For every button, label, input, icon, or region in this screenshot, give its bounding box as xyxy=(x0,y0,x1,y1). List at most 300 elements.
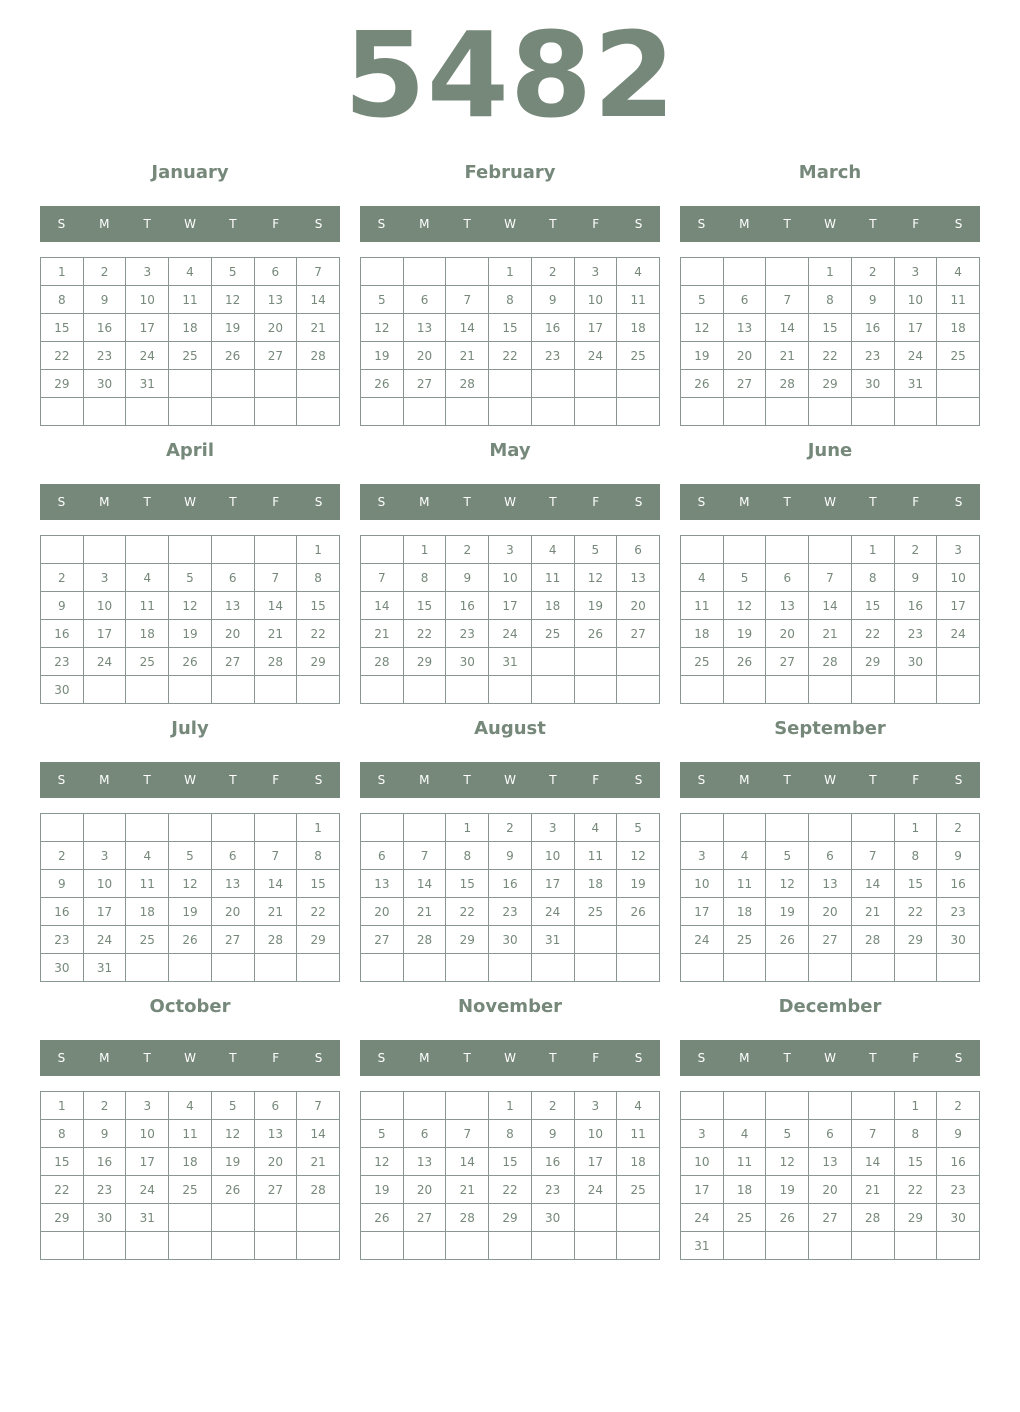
day-cell xyxy=(766,258,809,286)
day-cell: 22 xyxy=(489,1176,532,1204)
day-cell: 30 xyxy=(531,1204,574,1232)
day-cell: 5 xyxy=(169,842,212,870)
day-cell: 1 xyxy=(41,258,84,286)
day-cell xyxy=(83,1232,126,1260)
day-cell: 24 xyxy=(937,620,980,648)
day-cell: 11 xyxy=(617,286,660,314)
day-cell xyxy=(617,926,660,954)
week-row xyxy=(41,898,340,926)
weekday-label: T xyxy=(549,495,557,509)
week-row xyxy=(41,870,340,898)
day-cell xyxy=(766,1232,809,1260)
day-cell: 9 xyxy=(41,870,84,898)
week-row xyxy=(681,1148,980,1176)
week-row xyxy=(681,648,980,676)
day-cell: 11 xyxy=(617,1120,660,1148)
week-row xyxy=(361,314,660,342)
day-cell xyxy=(297,954,340,982)
week-row xyxy=(361,258,660,286)
weekday-label: S xyxy=(314,773,323,787)
day-cell: 28 xyxy=(254,926,297,954)
day-cell: 17 xyxy=(83,620,126,648)
day-cell xyxy=(851,814,894,842)
day-grid xyxy=(40,535,340,704)
day-cell: 1 xyxy=(297,536,340,564)
day-cell: 31 xyxy=(894,370,937,398)
day-cell xyxy=(361,954,404,982)
day-cell xyxy=(766,398,809,426)
day-cell: 19 xyxy=(574,592,617,620)
day-cell: 1 xyxy=(894,814,937,842)
day-cell: 25 xyxy=(126,926,169,954)
day-cell: 28 xyxy=(446,370,489,398)
day-cell xyxy=(574,648,617,676)
day-cell: 5 xyxy=(211,1092,254,1120)
day-cell: 21 xyxy=(254,898,297,926)
day-cell: 15 xyxy=(894,1148,937,1176)
day-cell xyxy=(531,676,574,704)
day-cell: 16 xyxy=(531,314,574,342)
day-cell: 16 xyxy=(894,592,937,620)
day-cell: 30 xyxy=(41,676,84,704)
day-cell xyxy=(809,954,852,982)
day-cell: 29 xyxy=(41,1204,84,1232)
day-cell: 18 xyxy=(574,870,617,898)
day-cell: 10 xyxy=(126,286,169,314)
day-grid xyxy=(680,1091,980,1260)
week-row xyxy=(681,370,980,398)
weekday-label: M xyxy=(419,773,430,787)
week-row xyxy=(361,1148,660,1176)
day-cell xyxy=(211,954,254,982)
day-cell: 15 xyxy=(446,870,489,898)
day-cell: 8 xyxy=(297,842,340,870)
day-cell: 28 xyxy=(297,342,340,370)
day-cell: 8 xyxy=(851,564,894,592)
week-row xyxy=(41,1204,340,1232)
weekday-label: F xyxy=(592,217,600,231)
day-cell: 28 xyxy=(403,926,446,954)
day-cell xyxy=(126,954,169,982)
day-cell: 27 xyxy=(617,620,660,648)
day-cell: 24 xyxy=(126,1176,169,1204)
day-cell xyxy=(489,370,532,398)
weekday-label: T xyxy=(869,773,877,787)
day-cell xyxy=(169,954,212,982)
day-cell: 23 xyxy=(83,1176,126,1204)
week-row xyxy=(681,314,980,342)
day-cell xyxy=(169,370,212,398)
day-cell: 6 xyxy=(254,1092,297,1120)
day-cell xyxy=(211,1204,254,1232)
day-cell: 2 xyxy=(489,814,532,842)
weekday-label: S xyxy=(634,773,643,787)
day-cell: 19 xyxy=(361,342,404,370)
day-cell: 24 xyxy=(681,926,724,954)
day-cell: 10 xyxy=(937,564,980,592)
day-cell xyxy=(531,954,574,982)
month-name: September xyxy=(774,718,886,739)
day-cell: 16 xyxy=(83,1148,126,1176)
day-cell: 11 xyxy=(723,1148,766,1176)
day-cell: 7 xyxy=(254,564,297,592)
day-cell: 4 xyxy=(169,258,212,286)
day-cell: 19 xyxy=(681,342,724,370)
weekday-header xyxy=(40,484,340,520)
day-cell: 7 xyxy=(809,564,852,592)
day-cell: 29 xyxy=(489,1204,532,1232)
day-cell xyxy=(254,1232,297,1260)
day-cell: 9 xyxy=(851,286,894,314)
day-cell: 30 xyxy=(83,1204,126,1232)
day-cell xyxy=(723,258,766,286)
day-cell: 3 xyxy=(126,1092,169,1120)
day-cell: 28 xyxy=(851,926,894,954)
weekday-label: T xyxy=(229,1051,237,1065)
weekday-label: M xyxy=(99,217,110,231)
day-cell: 27 xyxy=(361,926,404,954)
day-cell xyxy=(361,676,404,704)
day-cell: 29 xyxy=(297,926,340,954)
month-name: March xyxy=(798,162,862,183)
day-cell: 16 xyxy=(489,870,532,898)
week-row xyxy=(681,1232,980,1260)
month-name: January xyxy=(151,162,229,183)
day-cell: 7 xyxy=(446,286,489,314)
day-cell: 22 xyxy=(41,342,84,370)
day-cell xyxy=(809,1232,852,1260)
day-cell: 4 xyxy=(126,842,169,870)
day-cell: 13 xyxy=(211,592,254,620)
day-cell xyxy=(446,258,489,286)
day-cell: 19 xyxy=(766,1176,809,1204)
day-cell: 25 xyxy=(617,1176,660,1204)
day-cell: 31 xyxy=(489,648,532,676)
day-cell xyxy=(403,1092,446,1120)
day-cell xyxy=(403,398,446,426)
day-cell xyxy=(211,398,254,426)
day-cell: 11 xyxy=(126,870,169,898)
day-cell: 17 xyxy=(83,898,126,926)
weekday-label: T xyxy=(783,1051,791,1065)
week-row xyxy=(361,954,660,982)
day-cell: 13 xyxy=(254,286,297,314)
day-cell: 30 xyxy=(83,370,126,398)
day-cell xyxy=(681,1092,724,1120)
month-name: June xyxy=(807,440,853,461)
day-cell: 24 xyxy=(574,1176,617,1204)
weekday-header xyxy=(360,206,660,242)
day-cell xyxy=(766,536,809,564)
day-cell xyxy=(254,814,297,842)
week-row xyxy=(681,870,980,898)
day-cell: 17 xyxy=(489,592,532,620)
week-row xyxy=(681,898,980,926)
week-row xyxy=(681,1092,980,1120)
day-cell: 8 xyxy=(403,564,446,592)
day-cell: 3 xyxy=(489,536,532,564)
day-cell: 9 xyxy=(489,842,532,870)
day-cell: 25 xyxy=(531,620,574,648)
day-cell: 21 xyxy=(297,1148,340,1176)
day-cell: 7 xyxy=(446,1120,489,1148)
day-cell xyxy=(83,398,126,426)
day-cell: 18 xyxy=(126,620,169,648)
day-cell: 3 xyxy=(531,814,574,842)
week-row xyxy=(361,536,660,564)
week-row xyxy=(681,954,980,982)
week-row xyxy=(361,1204,660,1232)
weekday-label: F xyxy=(272,495,280,509)
day-cell: 23 xyxy=(894,620,937,648)
day-cell xyxy=(489,676,532,704)
day-cell xyxy=(403,954,446,982)
weekday-header xyxy=(680,206,980,242)
day-cell: 22 xyxy=(297,620,340,648)
day-cell: 21 xyxy=(361,620,404,648)
week-row xyxy=(41,676,340,704)
day-cell xyxy=(83,536,126,564)
week-row xyxy=(361,620,660,648)
day-cell: 19 xyxy=(617,870,660,898)
day-cell xyxy=(361,258,404,286)
day-cell: 10 xyxy=(681,1148,724,1176)
day-cell: 4 xyxy=(937,258,980,286)
day-cell xyxy=(126,398,169,426)
week-row xyxy=(361,926,660,954)
day-cell xyxy=(681,676,724,704)
day-cell: 14 xyxy=(403,870,446,898)
day-cell xyxy=(254,370,297,398)
weekday-label: M xyxy=(739,495,750,509)
day-cell: 4 xyxy=(574,814,617,842)
day-cell: 7 xyxy=(297,258,340,286)
day-cell: 3 xyxy=(126,258,169,286)
day-cell: 26 xyxy=(169,926,212,954)
day-cell: 7 xyxy=(851,842,894,870)
day-cell: 27 xyxy=(211,926,254,954)
day-cell: 8 xyxy=(446,842,489,870)
week-row xyxy=(41,536,340,564)
day-cell: 11 xyxy=(937,286,980,314)
day-cell: 16 xyxy=(851,314,894,342)
day-cell: 8 xyxy=(41,1120,84,1148)
day-cell: 11 xyxy=(126,592,169,620)
day-cell: 1 xyxy=(297,814,340,842)
day-cell xyxy=(254,676,297,704)
day-cell: 20 xyxy=(254,1148,297,1176)
weekday-label: S xyxy=(314,495,323,509)
day-cell xyxy=(937,370,980,398)
day-cell: 23 xyxy=(531,342,574,370)
day-cell: 2 xyxy=(83,258,126,286)
day-cell: 15 xyxy=(41,314,84,342)
day-cell: 7 xyxy=(403,842,446,870)
day-cell: 20 xyxy=(809,898,852,926)
day-cell: 13 xyxy=(766,592,809,620)
weekday-label: T xyxy=(229,217,237,231)
day-cell: 12 xyxy=(361,314,404,342)
week-row xyxy=(681,592,980,620)
day-cell xyxy=(766,1092,809,1120)
weekday-label: W xyxy=(824,773,836,787)
day-cell: 9 xyxy=(531,286,574,314)
day-cell: 9 xyxy=(83,286,126,314)
day-cell xyxy=(254,1204,297,1232)
day-cell: 13 xyxy=(254,1120,297,1148)
day-cell: 10 xyxy=(489,564,532,592)
day-cell: 30 xyxy=(937,1204,980,1232)
day-cell: 15 xyxy=(489,314,532,342)
week-row xyxy=(361,1176,660,1204)
day-cell: 22 xyxy=(809,342,852,370)
day-cell xyxy=(937,398,980,426)
day-cell: 6 xyxy=(211,842,254,870)
weekday-label: S xyxy=(697,773,706,787)
day-cell: 8 xyxy=(297,564,340,592)
day-cell xyxy=(489,398,532,426)
week-row xyxy=(41,370,340,398)
day-cell: 9 xyxy=(894,564,937,592)
weekday-label: S xyxy=(954,495,963,509)
day-cell: 10 xyxy=(83,592,126,620)
week-row xyxy=(681,1204,980,1232)
day-cell xyxy=(894,954,937,982)
day-cell: 26 xyxy=(361,370,404,398)
day-cell: 26 xyxy=(211,342,254,370)
day-cell: 6 xyxy=(403,286,446,314)
day-cell xyxy=(681,954,724,982)
day-cell: 19 xyxy=(723,620,766,648)
weekday-label: T xyxy=(869,1051,877,1065)
day-cell: 21 xyxy=(297,314,340,342)
day-cell xyxy=(41,1232,84,1260)
day-cell: 14 xyxy=(851,1148,894,1176)
day-cell xyxy=(766,814,809,842)
week-row xyxy=(41,342,340,370)
day-cell: 5 xyxy=(617,814,660,842)
day-cell xyxy=(574,676,617,704)
week-row xyxy=(41,314,340,342)
day-cell xyxy=(531,398,574,426)
weekday-label: F xyxy=(592,495,600,509)
month-name: November xyxy=(457,996,563,1017)
weekday-label: S xyxy=(314,1051,323,1065)
weekday-label: F xyxy=(592,773,600,787)
weekday-label: M xyxy=(419,217,430,231)
day-cell xyxy=(41,814,84,842)
day-cell: 25 xyxy=(169,1176,212,1204)
day-cell xyxy=(809,536,852,564)
day-cell: 2 xyxy=(531,258,574,286)
day-cell: 5 xyxy=(723,564,766,592)
day-cell xyxy=(574,954,617,982)
day-cell: 14 xyxy=(766,314,809,342)
day-cell xyxy=(617,676,660,704)
day-cell xyxy=(723,814,766,842)
day-cell xyxy=(894,398,937,426)
day-cell: 3 xyxy=(681,842,724,870)
weekday-label: W xyxy=(184,1051,196,1065)
weekday-label: T xyxy=(463,773,471,787)
day-cell: 8 xyxy=(41,286,84,314)
day-cell: 16 xyxy=(41,898,84,926)
weekday-label: S xyxy=(57,773,66,787)
weekday-label: T xyxy=(783,773,791,787)
day-cell: 3 xyxy=(681,1120,724,1148)
day-cell: 21 xyxy=(403,898,446,926)
day-cell xyxy=(126,536,169,564)
day-cell: 5 xyxy=(211,258,254,286)
day-cell xyxy=(766,676,809,704)
day-cell xyxy=(937,954,980,982)
weekday-label: W xyxy=(504,217,516,231)
day-cell: 17 xyxy=(681,898,724,926)
day-grid xyxy=(360,1091,660,1260)
day-cell: 3 xyxy=(894,258,937,286)
week-row xyxy=(41,592,340,620)
day-cell: 5 xyxy=(681,286,724,314)
day-cell xyxy=(574,1204,617,1232)
weekday-label: S xyxy=(954,217,963,231)
weekday-label: T xyxy=(783,217,791,231)
month-name: August xyxy=(474,718,546,739)
day-cell xyxy=(126,814,169,842)
day-cell xyxy=(83,676,126,704)
day-cell: 17 xyxy=(937,592,980,620)
day-cell: 12 xyxy=(723,592,766,620)
day-cell: 10 xyxy=(894,286,937,314)
day-cell: 5 xyxy=(766,842,809,870)
weekday-label: S xyxy=(314,217,323,231)
day-cell: 28 xyxy=(297,1176,340,1204)
weekday-label: S xyxy=(377,217,386,231)
weekday-header xyxy=(40,762,340,798)
weekday-label: W xyxy=(504,1051,516,1065)
day-cell: 26 xyxy=(617,898,660,926)
day-cell: 12 xyxy=(211,286,254,314)
day-cell: 1 xyxy=(403,536,446,564)
day-cell: 16 xyxy=(937,870,980,898)
week-row xyxy=(361,648,660,676)
day-cell: 25 xyxy=(617,342,660,370)
day-cell: 25 xyxy=(723,1204,766,1232)
day-cell: 25 xyxy=(126,648,169,676)
day-cell: 22 xyxy=(41,1176,84,1204)
day-cell: 4 xyxy=(723,1120,766,1148)
day-cell: 11 xyxy=(574,842,617,870)
weekday-label: W xyxy=(184,217,196,231)
weekday-label: T xyxy=(143,495,151,509)
day-cell xyxy=(809,1092,852,1120)
day-cell xyxy=(297,676,340,704)
day-cell: 25 xyxy=(937,342,980,370)
week-row xyxy=(681,258,980,286)
week-row xyxy=(361,342,660,370)
week-row xyxy=(681,398,980,426)
day-cell: 11 xyxy=(723,870,766,898)
day-cell: 23 xyxy=(937,1176,980,1204)
day-cell: 18 xyxy=(937,314,980,342)
day-cell: 19 xyxy=(211,1148,254,1176)
day-cell: 24 xyxy=(531,898,574,926)
day-cell xyxy=(361,1232,404,1260)
day-cell: 18 xyxy=(169,1148,212,1176)
day-cell: 18 xyxy=(169,314,212,342)
day-cell: 20 xyxy=(809,1176,852,1204)
weekday-label: F xyxy=(912,217,920,231)
day-cell: 21 xyxy=(851,1176,894,1204)
